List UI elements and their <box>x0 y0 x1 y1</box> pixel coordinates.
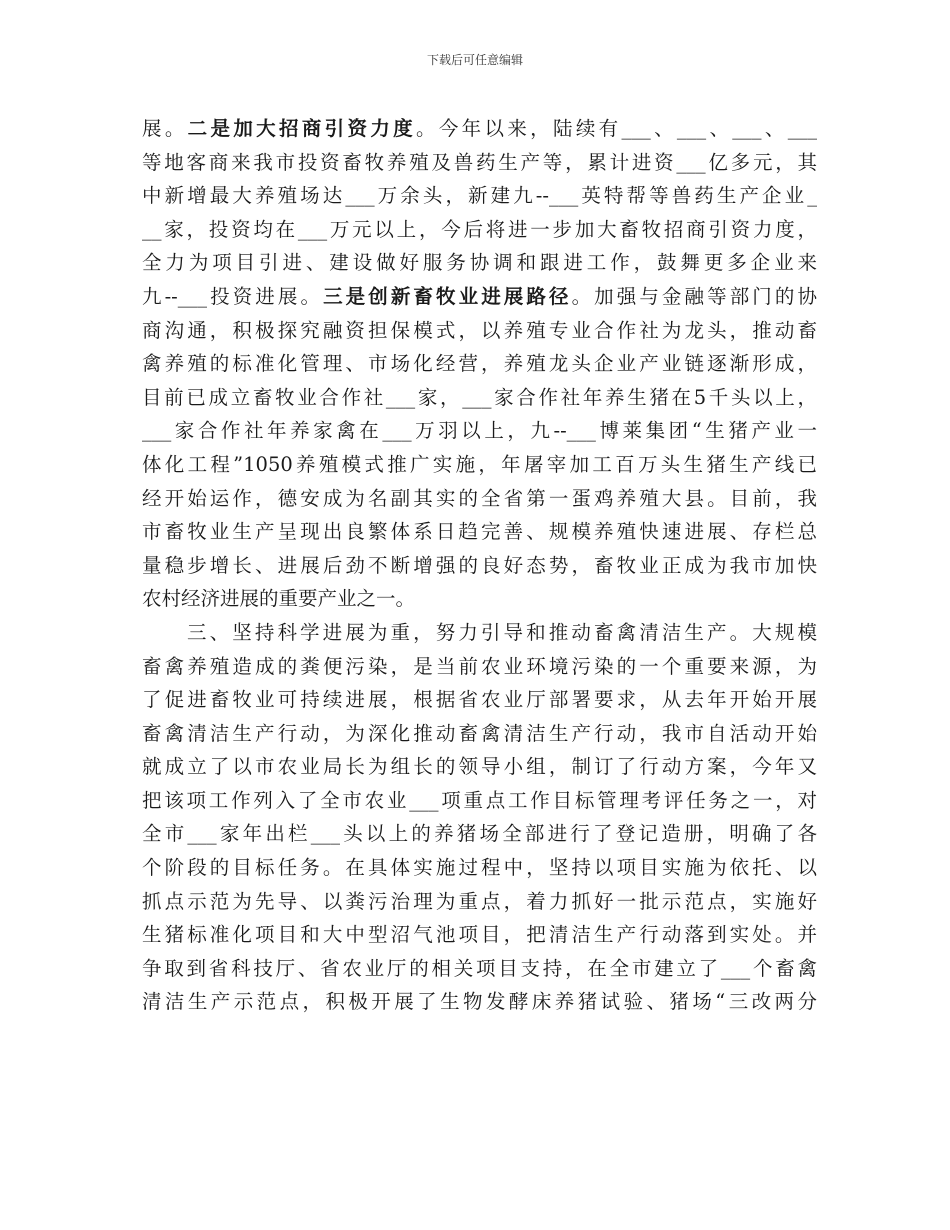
text-line <box>142 616 817 650</box>
text-line <box>142 381 817 415</box>
body-text: 生猪标准化项目和大中型沼气池项目，把清洁生产行动落到实处。并 <box>142 923 817 947</box>
text-line <box>142 885 817 919</box>
text-line <box>142 717 817 751</box>
body-text: 农村经济进展的重要产业之一。 <box>142 587 416 611</box>
text-line <box>142 515 817 549</box>
body-text: 。今年以来，陆续有___、___、___、___ <box>416 117 817 140</box>
text-line <box>142 246 817 280</box>
body-text: 全力为项目引进、建设做好服务协调和跟进工作，鼓舞更多企业来 <box>142 251 817 275</box>
body-text: 争取到省科技厅、省农业厅的相关项目支持，在全市建立了___个畜禽 <box>142 956 817 980</box>
body-text: 量稳步增长、进展后劲不断增强的良好态势，畜牧业正成为我市加快 <box>142 553 817 577</box>
body-text: ___家合作社年养家禽在___万羽以上，九--___博莱集团“生猪产业一 <box>142 419 817 443</box>
text-line <box>142 314 817 348</box>
body-text: 禽养殖的标准化管理、市场化经营，养殖龙头企业产业链逐渐形成， <box>142 352 817 376</box>
body-text: 抓点示范为先导、以粪污治理为重点，着力抓好一批示范点，实施好 <box>142 889 817 913</box>
text-line <box>142 347 817 381</box>
text-line <box>142 985 817 1019</box>
text-line <box>142 582 817 616</box>
body-text: 市畜牧业生产呈现出良繁体系日趋完善、规模养殖快速进展、存栏总 <box>142 520 817 544</box>
body-text: 把该项工作列入了全市农业___项重点工作目标管理考评任务之一，对 <box>142 788 817 812</box>
body-text: 畜禽清洁生产行动，为深化推动畜禽清洁生产行动，我市自活动开始 <box>142 721 817 745</box>
bold-heading-text: 三是创新畜牧业进展路径 <box>323 284 572 308</box>
text-line <box>142 146 817 180</box>
text-line <box>142 179 817 213</box>
text-line <box>142 549 817 583</box>
text-line <box>142 784 817 818</box>
body-text: 目前已成立畜牧业合作社___家，___家合作社年养生猪在5千头以上， <box>142 385 817 409</box>
text-line <box>142 112 817 146</box>
body-text: 畜禽养殖造成的粪便污染，是当前农业环境污染的一个重要来源，为 <box>142 654 817 678</box>
text-line <box>142 448 817 482</box>
text-line <box>142 650 817 684</box>
body-text: 个阶段的目标任务。在具体实施过程中，坚持以项目实施为依托、以 <box>142 856 817 880</box>
text-line <box>142 213 817 247</box>
body-text: 清洁生产示范点，积极开展了生物发酵床养猪试验、猪场“三改两分 <box>142 990 817 1014</box>
text-line <box>142 918 817 952</box>
body-text: 中新增最大养殖场达___万余头，新建九--___英特帮等兽药生产企业_ <box>142 184 817 208</box>
text-line <box>142 750 817 784</box>
body-text: 九--___投资进展。 <box>142 284 324 308</box>
page-header: 下载后可任意编辑 <box>426 53 523 67</box>
text-line <box>142 851 817 885</box>
body-text: 。加强与金融等部门的协 <box>571 284 817 308</box>
document-body <box>142 112 817 1019</box>
bold-heading-text: 二是加大招商引资力度 <box>187 117 416 140</box>
body-text: 三、坚持科学进展为重，努力引导和推动畜禽清洁生产。大规模 <box>187 620 817 644</box>
body-text: 经开始运作，德安成为名副其实的全省第一蛋鸡养殖大县。目前，我 <box>142 486 817 510</box>
body-text: 就成立了以市农业局长为组长的领导小组，制订了行动方案，今年又 <box>142 755 817 779</box>
body-text: 展。 <box>142 117 188 140</box>
body-text: __家，投资均在___万元以上，今后将进一步加大畜牧招商引资力度， <box>142 217 817 241</box>
body-text: 等地客商来我市投资畜牧养殖及兽药生产等，累计进资___亿多元，其 <box>142 150 817 174</box>
body-text: 全市___家年出栏___头以上的养猪场全部进行了登记造册，明确了各 <box>142 822 817 846</box>
body-text: 商沟通，积极探究融资担保模式，以养殖专业合作社为龙头，推动畜 <box>142 318 817 342</box>
text-line <box>142 683 817 717</box>
text-line <box>142 482 817 516</box>
text-line <box>142 414 817 448</box>
body-text: 体化工程”1050养殖模式推广实施，年屠宰加工百万头生猪生产线已 <box>142 452 817 476</box>
text-line <box>142 817 817 851</box>
body-text: 了促进畜牧业可持续进展，根据省农业厅部署要求，从去年开始开展 <box>142 688 817 712</box>
text-line <box>142 952 817 986</box>
text-line <box>142 280 817 314</box>
